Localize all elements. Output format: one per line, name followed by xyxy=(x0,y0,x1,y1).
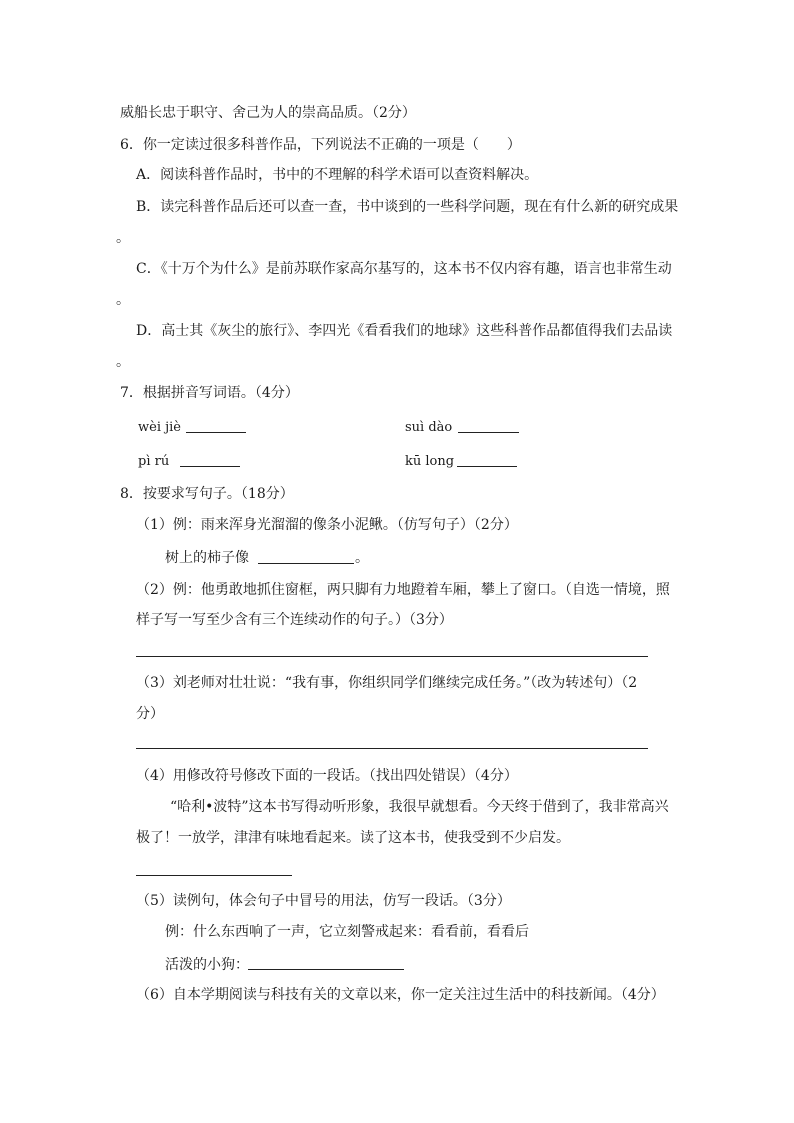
text-line: 威船长忠于职守、舍己为人的崇高品质。（2分） xyxy=(120,105,416,121)
pinyin-weijie: wèi jiè xyxy=(138,420,181,435)
question-8-1: （1）例：雨来浑身光溜溜的像条小泥鳅。（仿写句子）（2分） xyxy=(136,517,518,533)
question-8-4: （4）用修改符号修改下面的一段话。（找出四处错误）（4分） xyxy=(136,768,518,784)
answer-line-8-3[interactable] xyxy=(136,748,648,749)
question-6-option-c-end: 。 xyxy=(116,292,130,308)
question-8-stem: 8．按要求写句子。（18分） xyxy=(120,486,294,502)
question-8-5: （5）读例句，体会句子中冒号的用法，仿写一段话。（3分） xyxy=(136,893,511,909)
question-8-3-line-1: （3）刘老师对壮壮说：“我有事，你组织同学们继续完成任务。”（改为转述句）（2 xyxy=(136,675,638,691)
pinyin-kulong: kū long xyxy=(405,454,455,469)
pinyin-piru: pì rú xyxy=(138,454,170,469)
answer-blank-8-1[interactable] xyxy=(258,563,354,564)
question-6-option-d: D．高士其《灰尘的旅行》、李四光《看看我们的地球》这些科普作品都值得我们去品读 xyxy=(136,323,673,339)
answer-blank-piru[interactable] xyxy=(180,466,240,467)
answer-blank-suidao[interactable] xyxy=(458,432,519,433)
question-8-1-prompt: 树上的柿子像 xyxy=(165,550,249,566)
question-8-1-end: 。 xyxy=(355,550,369,566)
question-6-option-b: B．读完科普作品后还可以查一查，书中谈到的一些科学问题，现在有什么新的研究成果 xyxy=(136,199,679,215)
question-6-option-d-end: 。 xyxy=(116,354,130,370)
pinyin-suidao: suì dào xyxy=(405,420,453,435)
question-8-2-line-2: 样子写一写至少含有三个连续动作的句子。）（3分） xyxy=(136,612,453,628)
question-8-2-line-1: （2）例：他勇敢地抓住窗框，两只脚有力地蹬着车厢，攀上了窗口。（自选一情境，照 xyxy=(136,582,670,598)
answer-blank-8-5[interactable] xyxy=(248,969,404,970)
question-6-stem: 6．你一定读过很多科普作品，下列说法不正确的一项是（ ） xyxy=(120,137,521,153)
question-8-4-passage-1: “哈利•波特”这本书写得动听形象，我很早就想看。今天终于借到了，我非常高兴 xyxy=(170,799,669,815)
question-6-option-a: A．阅读科普作品时，书中的不理解的科学术语可以查资料解决。 xyxy=(136,167,539,183)
question-6-option-c: C．《十万个为什么》是前苏联作家高尔基写的，这本书不仅内容有趣，语言也非常生动 xyxy=(136,261,672,277)
question-8-6: （6）自本学期阅读与科技有关的文章以来，你一定关注过生活中的科技新闻。（4分） xyxy=(136,987,665,1003)
question-6-option-b-end: 。 xyxy=(116,230,130,246)
question-8-5-prompt: 活泼的小狗： xyxy=(165,957,249,973)
answer-line-8-2[interactable] xyxy=(136,656,648,657)
question-8-3-line-2: 分） xyxy=(136,706,164,722)
answer-blank-weijie[interactable] xyxy=(186,432,246,433)
answer-line-8-4[interactable] xyxy=(136,875,292,876)
answer-blank-kulong[interactable] xyxy=(457,466,517,467)
question-7-stem: 7．根据拼音写词语。（4分） xyxy=(120,385,299,401)
question-8-5-example: 例：什么东西响了一声，它立刻警戒起来：看看前，看看后 xyxy=(165,924,529,940)
question-8-4-passage-2: 极了！一放学，津津有味地看起来。读了这本书，使我受到不少启发。 xyxy=(136,830,570,846)
